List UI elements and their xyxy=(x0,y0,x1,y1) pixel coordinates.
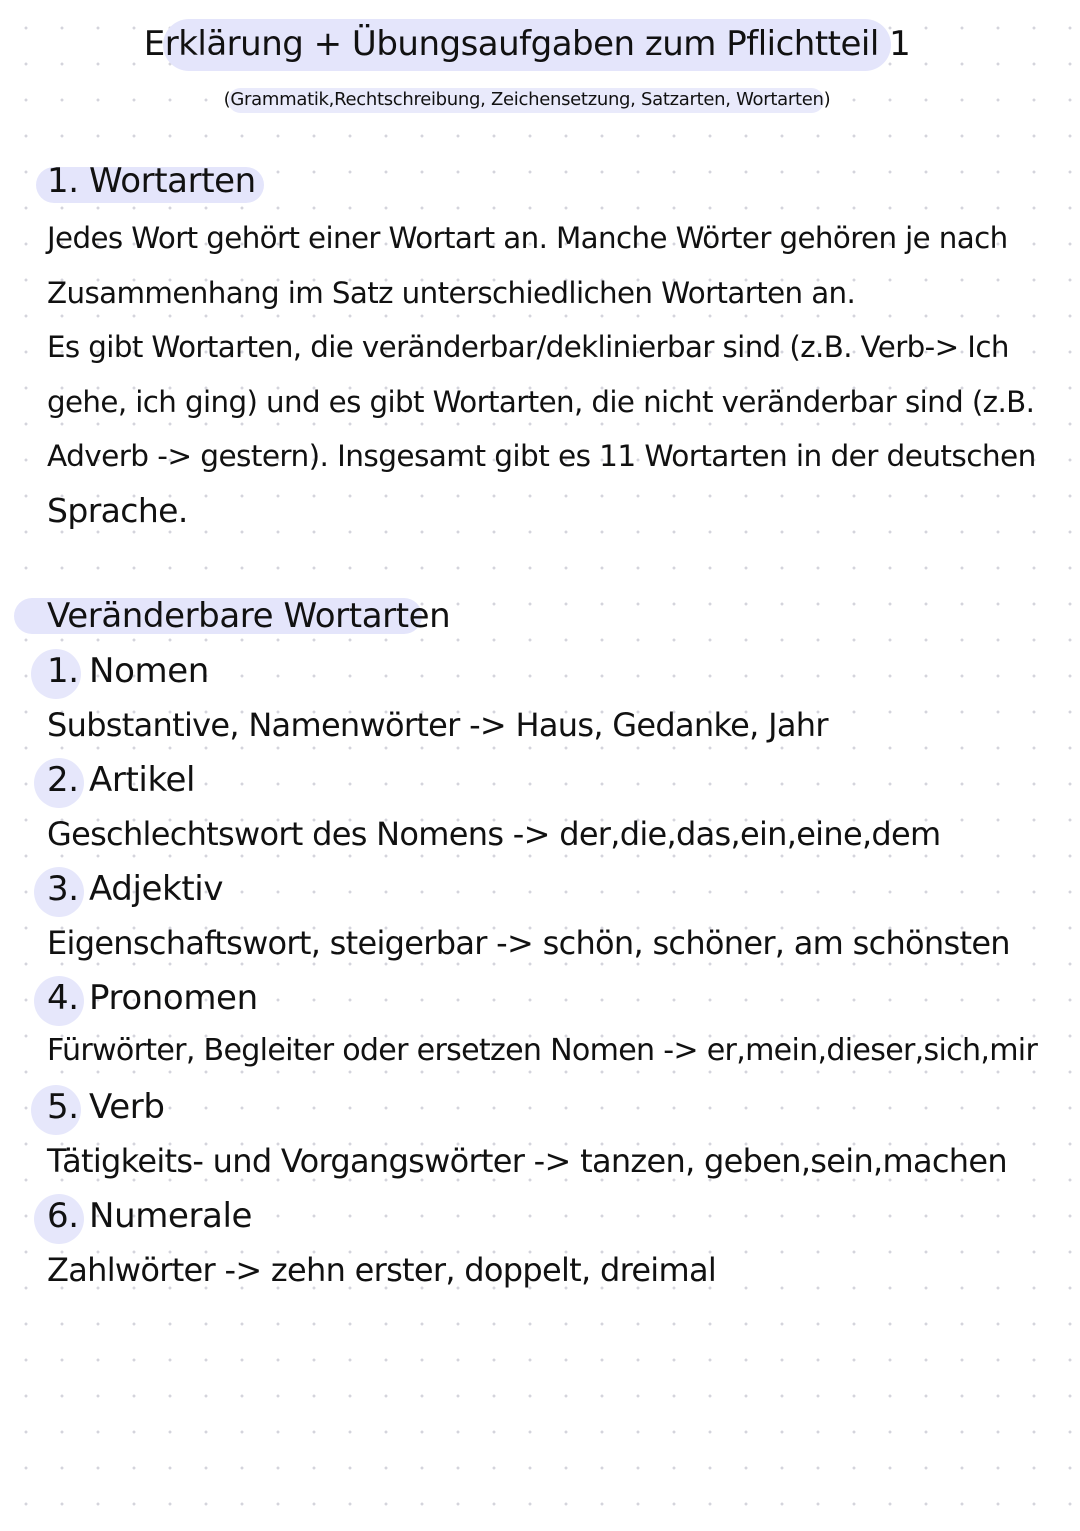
paragraph-line: Sprache. xyxy=(47,490,188,530)
item-description-adjektiv: Eigenschaftswort, steigerbar -> schön, schöner, am schönsten xyxy=(47,924,1010,962)
item-label-adjektiv: 3. Adjektiv xyxy=(47,869,224,909)
paragraph-line: Zusammenhang im Satz unterschiedlichen Wortarten an. xyxy=(47,275,856,310)
item-label-pronomen: 4. Pronomen xyxy=(47,978,258,1018)
page-title: Erklärung + Übungsaufgaben zum Pflichtteil 1 xyxy=(143,24,911,64)
section2-heading: Veränderbare Wortarten xyxy=(47,596,451,636)
item-description-artikel: Geschlechtswort des Nomens -> der,die,das,ein,eine,dem xyxy=(47,815,941,853)
section1-paragraph xyxy=(47,211,1036,538)
item-description-pronomen: Fürwörter, Begleiter oder ersetzen Nomen -> er,mein,dieser,sich,mir xyxy=(47,1033,1038,1068)
paragraph-line: gehe, ich ging) und es gibt Wortarten, die nicht veränderbar sind (z.B. xyxy=(47,384,1035,419)
paragraph-line: Jedes Wort gehört einer Wortart an. Manche Wörter gehören je nach xyxy=(47,221,1008,255)
item-description-numerale: Zahlwörter -> zehn erster, doppelt, dreimal xyxy=(47,1251,717,1289)
section1-heading: 1. Wortarten xyxy=(47,161,256,201)
item-description-nomen: Substantive, Namenwörter -> Haus, Gedanke, Jahr xyxy=(47,706,828,744)
paragraph-line: Adverb -> gestern). Insgesamt gibt es 11 Wortarten in der deutschen xyxy=(47,439,1036,473)
item-label-nomen: 1. Nomen xyxy=(47,651,209,691)
item-description-verb: Tätigkeits- und Vorgangswörter -> tanzen, geben,sein,machen xyxy=(47,1142,1007,1180)
page-subtitle: (Grammatik,Rechtschreibung, Zeichensetzung, Satzarten, Wortarten) xyxy=(223,89,831,110)
paragraph-line: Es gibt Wortarten, die veränderbar/deklinierbar sind (z.B. Verb-> Ich xyxy=(47,330,1009,364)
item-label-verb: 5. Verb xyxy=(47,1087,165,1127)
item-label-numerale: 6. Numerale xyxy=(47,1196,253,1236)
item-label-artikel: 2. Artikel xyxy=(47,760,196,800)
